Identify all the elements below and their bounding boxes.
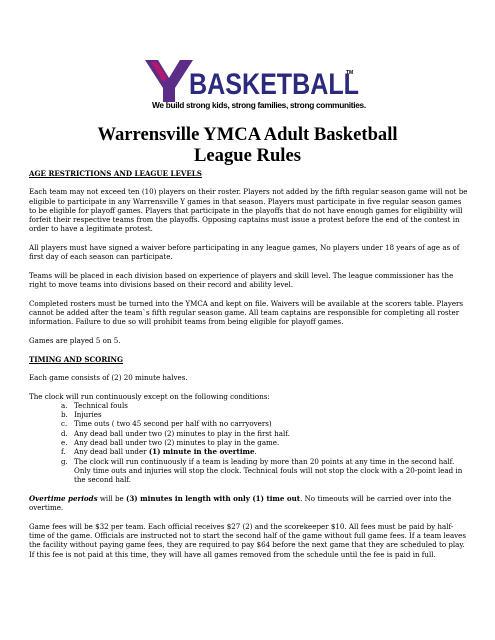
list-letter: e. [61,438,68,448]
list-item [61,401,469,410]
section-heading-age: AGE RESTRICTIONS AND LEAGUE LEVELS [29,169,202,178]
logo-wordmark: BASKETBALL [189,68,359,101]
page-title [0,124,495,166]
overtime-paragraph [29,494,469,513]
rules-content [29,169,469,568]
age-paragraph-2: All players must have signed a waiver before participating in any league games, No players under 18 years of age as of first day of each season can participate. [29,243,460,262]
timing-paragraph-2: The clock will run continuously except on the following conditions: [29,391,270,401]
list-text: Any dead ball under two (2) minutes to play in the game. [74,438,280,448]
list-item [61,438,469,447]
list-text: Technical fouls [74,400,128,410]
overtime-end: . No timeouts will be carried over into the overtime. [29,493,452,513]
ymca-y-logo-icon [145,60,360,102]
list-text: Any dead ball under two (2) minutes to play in the first half. [74,428,290,438]
list-text-after: . [254,447,257,457]
title-line-2: League Rules [194,145,301,166]
list-letter: b. [61,410,68,420]
list-text: Any dead ball under [74,447,149,457]
title-line-1: Warrensville YMCA Adult Basketball [97,124,398,145]
list-item [61,419,469,428]
timing-paragraph-1: Each game consists of (2) 20 minute halves. [29,372,188,382]
section-heading-timing: TIMING AND SCORING [29,354,124,364]
overtime-label: Overtime periods [29,493,98,503]
list-letter: d. [61,428,68,438]
list-item [61,429,469,438]
age-paragraph-1: Each team may not exceed ten (10) players on their roster. Players not added by the fifth regular season game will not be eligible to participate in any Warrensville Y games in that season. Players must participate in five regular season games to be eligible for playoff games. Players that participate in the playoffs that do not have enough games for eligibility will forfeit their respective teams from the playoffs. Opposing captains must issue a protest before the end of the contest in order to have a legitimate protest. [29,187,468,234]
age-paragraph-5: Games are played 5 on 5. [29,336,121,346]
age-paragraph-3: Teams will be placed in each division based on experience of players and skill level. The league commissioner has the right to move teams into divisions based on their record and ability level. [29,270,454,290]
list-letter: f. [61,447,66,457]
list-letter: c. [61,419,68,429]
list-item [61,410,469,419]
list-letter: g. [61,456,68,466]
clock-conditions-list [29,401,469,485]
list-item [61,457,469,485]
trademark-mark: TM [346,70,354,76]
overtime-bold: (3) minutes in length with only (1) time out [126,493,301,503]
list-text: Time outs ( two 45 second per half with no carryovers) [74,419,272,429]
list-item [61,447,469,456]
list-text: Injuries [74,410,102,420]
logo-tagline: We build strong kids, strong families, strong communities. [152,100,366,110]
fees-paragraph: Game fees will be $32 per team. Each official receives $27 (2) and the scorekeeper $10. All fees must be paid by half-time of the game. Officials are instructed not to start the second half of the game without full game fees. If a team leaves the facility without paying game fees, they are required to pay $64 before the next game that they are scheduled to play. If this fee is not paid at this time, they will have all games removed from the schedule until the fee is paid in full. [29,521,467,559]
overtime-mid: will be [97,493,126,503]
list-letter: a. [61,400,68,410]
list-text: The clock will run continuously if a team is leading by more than 20 points at any time in the second half. Only time outs and injuries will stop the clock. Technical fouls will not stop the clock with a 20-point lead in the second half. [74,456,463,485]
age-paragraph-4: Completed rosters must be turned into the YMCA and kept on file. Waivers will be available at the scorers table. Players cannot be added after the team`s fifth regular season game. All team captains are responsible for completing all roster information. Failure to due so will prohibit teams from being eligible for playoff games. [29,298,464,327]
list-text-bold: (1) minute in the overtime [148,447,255,457]
